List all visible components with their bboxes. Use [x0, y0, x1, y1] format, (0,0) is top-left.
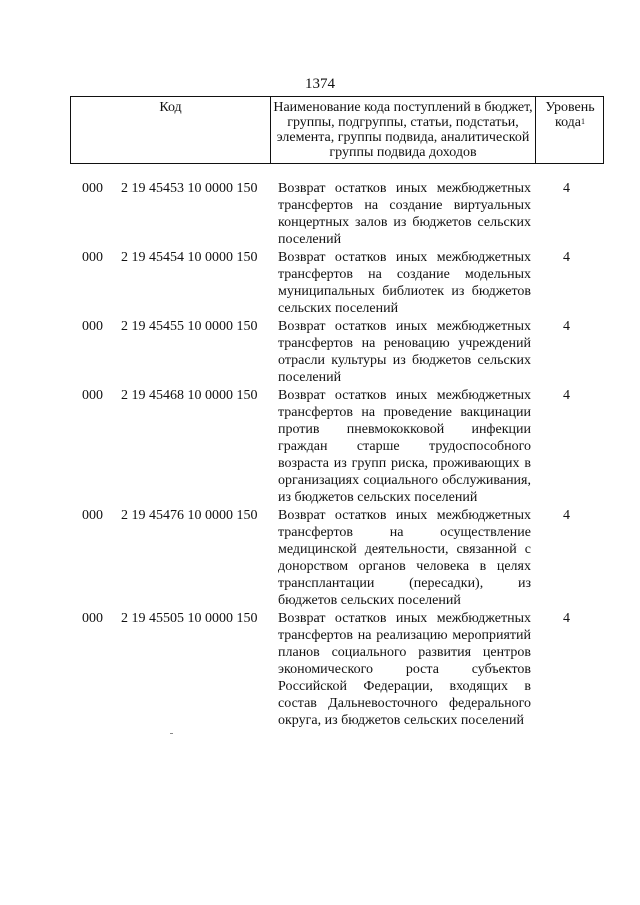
row-code-level: 4 [563, 388, 570, 403]
header-name-cell [271, 97, 536, 163]
header-level-cell [536, 97, 604, 163]
row-admin-code: 000 [82, 388, 103, 403]
table-row [0, 318, 640, 386]
row-income-code: 2 19 45476 10 0000 150 [121, 508, 258, 523]
row-income-name: Возврат остатков иных межбюджетных трансфертов на создание виртуальных концертных залов из бюджетов сельских поселений [278, 181, 531, 247]
header-name-label: Наименование кода поступлений в бюджет, группы, подгруппы, статьи, подстатьи, элемента, группы подвида, аналитической группы подвида доходов [273, 100, 533, 160]
table-row [0, 610, 640, 729]
header-level-label: Уровень кода [545, 100, 595, 130]
row-admin-code: 000 [82, 250, 103, 265]
row-income-code: 2 19 45453 10 0000 150 [121, 181, 258, 196]
row-admin-code: 000 [82, 611, 103, 626]
table-row [0, 180, 640, 248]
row-admin-code: 000 [82, 508, 103, 523]
row-admin-code: 000 [82, 319, 103, 334]
table-row [0, 507, 640, 609]
table-body [0, 180, 640, 729]
table-header [70, 96, 604, 164]
row-code-level: 4 [563, 250, 570, 265]
row-income-name: Возврат остатков иных межбюджетных трансфертов на создание модельных муниципальных библиотек из бюджетов сельских поселений [278, 250, 531, 316]
row-income-code: 2 19 45505 10 0000 150 [121, 611, 258, 626]
row-income-code: 2 19 45454 10 0000 150 [121, 250, 258, 265]
row-income-name: Возврат остатков иных межбюджетных трансфертов на проведение вакцинации против пневмококковой инфекции граждан старше трудоспособного возраста из групп риска, проживающих в организациях социального обслуживания, из бюджетов сельских поселений [278, 388, 531, 505]
row-income-name: Возврат остатков иных межбюджетных трансфертов на реализацию мероприятий планов социального развития центров экономического роста субъектов Российской Федерации, входящих в состав Дальневосточного федерального округа, из бюджетов сельских поселений [278, 611, 531, 728]
header-code-cell [71, 97, 271, 163]
row-code-level: 4 [563, 319, 570, 334]
table-row [0, 249, 640, 317]
row-income-name: Возврат остатков иных межбюджетных трансфертов на реновацию учреждений отрасли культуры из бюджетов сельских поселений [278, 319, 531, 385]
table-row [0, 387, 640, 506]
row-income-code: 2 19 45455 10 0000 150 [121, 319, 258, 334]
row-code-level: 4 [563, 508, 570, 523]
row-income-code: 2 19 45468 10 0000 150 [121, 388, 258, 403]
row-code-level: 4 [563, 181, 570, 196]
row-income-name: Возврат остатков иных межбюджетных трансфертов на осуществление медицинской деятельности, связанной с донорством органов человека в целях трансплантации (пересадки), из бюджетов сельских поселений [278, 508, 531, 608]
row-code-level: 4 [563, 611, 570, 626]
header-code-label: Код [159, 100, 182, 115]
row-admin-code: 000 [82, 181, 103, 196]
page-number: 1374 [305, 76, 335, 92]
header-level-footnote: 1 [581, 117, 586, 126]
scan-speck [170, 733, 173, 734]
